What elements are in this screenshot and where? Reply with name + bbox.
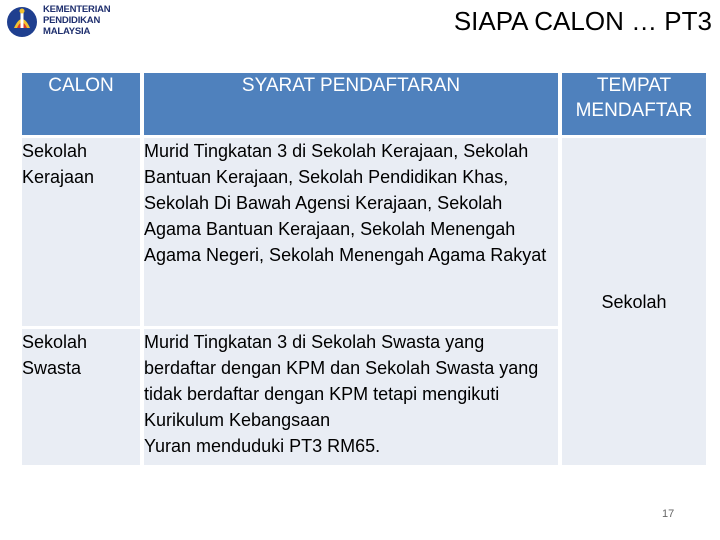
row-2-syarat-text: Murid Tingkatan 3 di Sekolah Swasta yang berdaftar dengan KPM dan Sekolah Swasta yang tidak berdaftar dengan KPM tetapi mengikuti Kurikulum Kebangsaan [144,332,539,430]
ministry-logo [5,4,125,42]
row-2-syarat [144,329,558,465]
ministry-name [43,4,110,37]
page-number: 17 [662,508,675,520]
table-row [22,138,706,326]
tempat-mendaftar-value: Sekolah [562,138,706,465]
header-syarat: SYARAT PENDAFTARAN [144,73,558,135]
header-tempat: TEMPAT MENDAFTAR [562,73,706,135]
row-2-calon: Sekolah Swasta [22,329,140,465]
row-2-fee-note: Yuran menduduki PT3 RM65. [144,436,381,456]
logo-line-2: PENDIDIKAN [43,15,101,26]
header-calon: CALON [22,73,140,135]
table-header-row [22,73,706,135]
registration-table [18,70,710,468]
row-1-calon: Sekolah Kerajaan [22,138,140,326]
logo-line-3: MALAYSIA [43,26,91,37]
ministry-crest-icon [5,4,39,40]
logo-line-1: KEMENTERIAN [43,4,111,15]
page-title: SIAPA CALON … PT3 [453,6,712,36]
row-1-syarat: Murid Tingkatan 3 di Sekolah Kerajaan, Sekolah Bantuan Kerajaan, Sekolah Pendidikan Khas, Sekolah Di Bawah Agensi Kerajaan, Sekolah Agama Bantuan Kerajaan, Sekolah Menengah Agama Negeri, Sekolah Menengah Agama Rakyat [144,138,558,326]
